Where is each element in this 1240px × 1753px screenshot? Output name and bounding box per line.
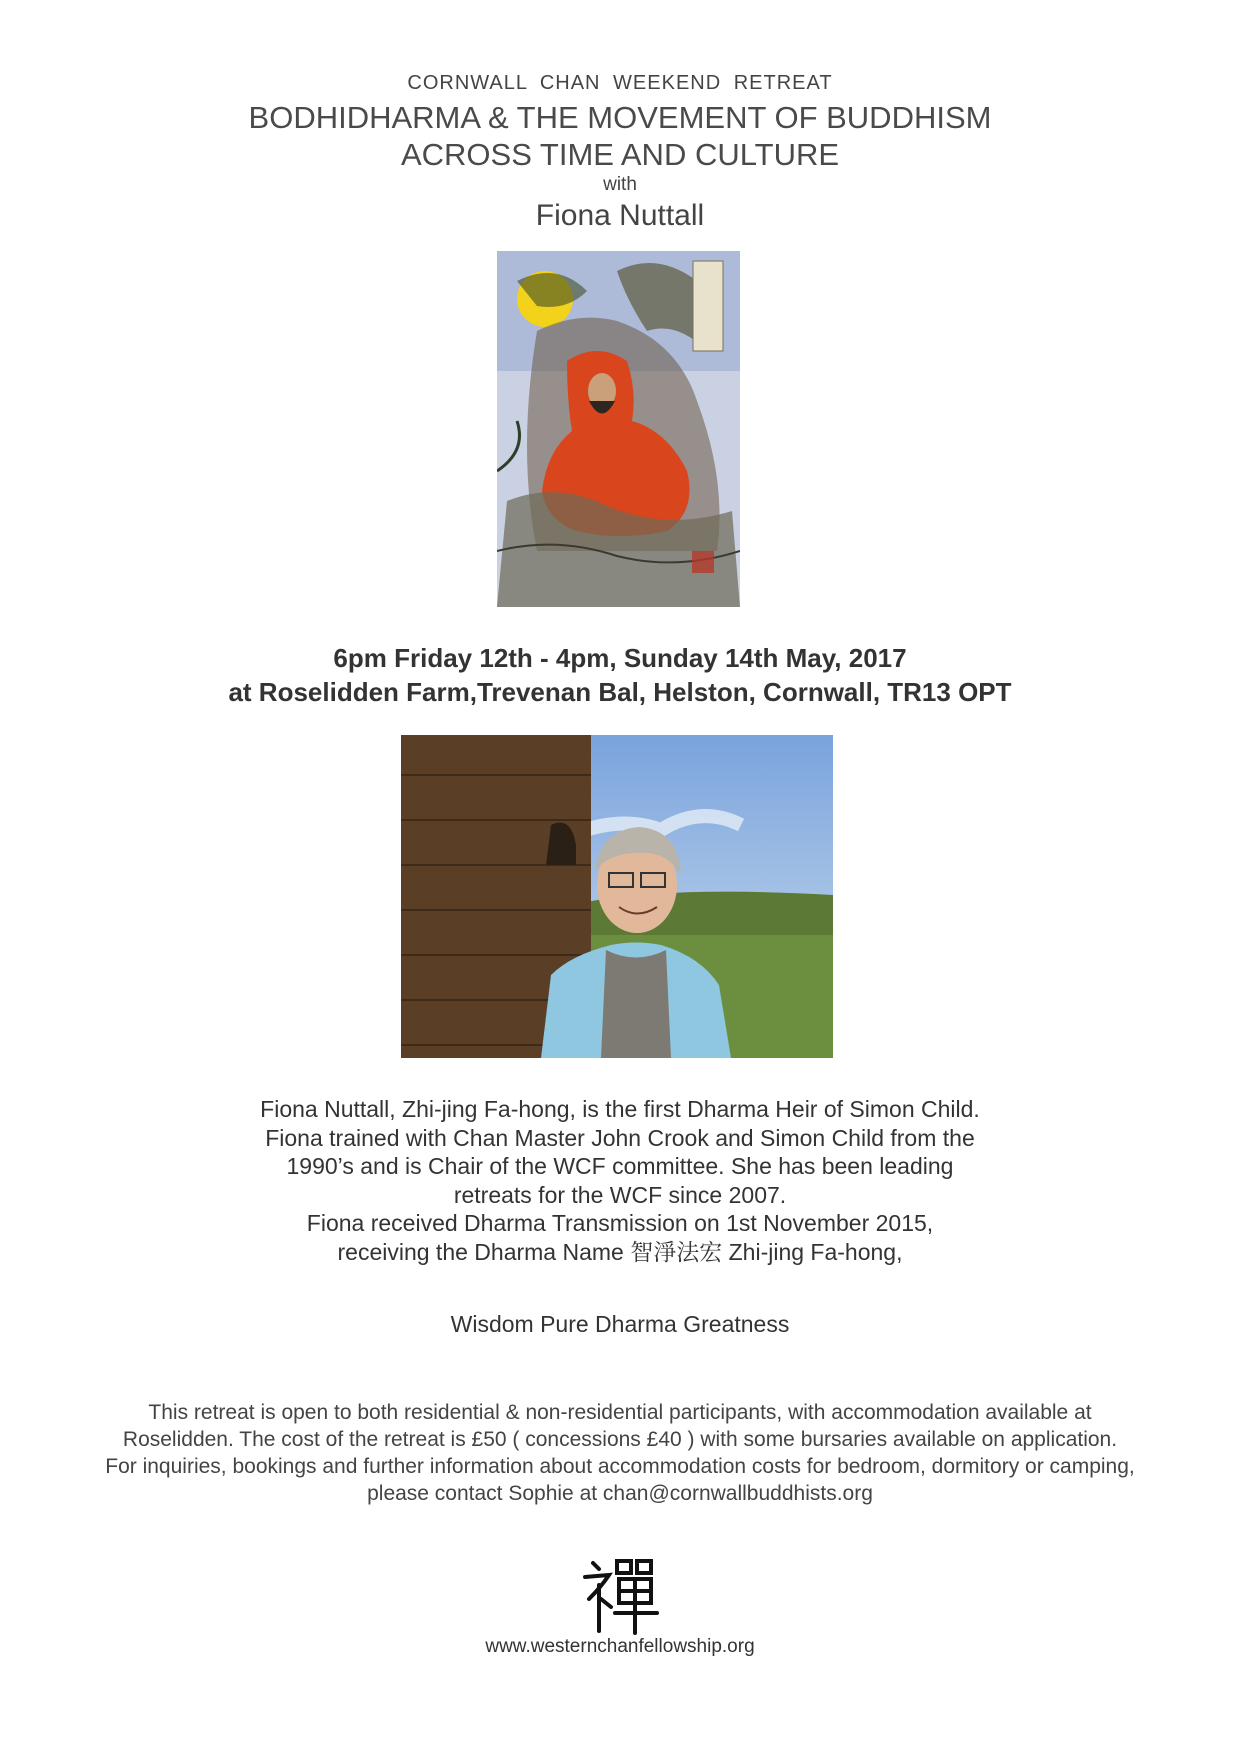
with-label: with <box>603 174 637 195</box>
retreat-info <box>100 1399 1140 1507</box>
website-link[interactable]: www.westernchanfellowship.org <box>485 1636 755 1657</box>
bodhidharma-painting <box>497 251 740 607</box>
retreat-eyebrow: CORNWALL CHAN WEEKEND RETREAT <box>407 72 833 94</box>
speaker-bio <box>260 1095 980 1266</box>
info-paragraph: For inquiries, bookings and further information about accommodation costs for bedroom, dormitory or camping, please contact Sophie at chan@cornwallbuddhists.org <box>105 1455 1135 1505</box>
title-line-2: ACROSS TIME AND CULTURE <box>400 137 840 172</box>
event-venue: at Roselidden Farm,Trevenan Bal, Helston, Cornwall, TR13 OPT <box>228 677 1012 707</box>
dharma-name-meaning: Wisdom Pure Dharma Greatness <box>450 1311 790 1337</box>
bio-paragraph: Fiona received Dharma Transmission on 1st November 2015, receiving the Dharma Name 智淨法宏 Zhi-jing Fa-hong, <box>306 1210 934 1265</box>
speaker-name: Fiona Nuttall <box>535 199 705 232</box>
bio-paragraph: Fiona Nuttall, Zhi-jing Fa-hong, is the first Dharma Heir of Simon Child. Fiona trained with Chan Master John Crook and Simon Child from the 1990’s and is Chair of the WCF committee. She has been leading retreats for the WCF since 2007. <box>260 1096 980 1208</box>
info-paragraph: This retreat is open to both residential & non-residential participants, with accommodation available at Roselidden. The cost of the retreat is £50 ( concessions £40 ) with some bursaries available on application. <box>122 1401 1118 1451</box>
speaker-photo <box>401 735 833 1058</box>
event-date: 6pm Friday 12th - 4pm, Sunday 14th May, 2017 <box>333 643 907 673</box>
chan-character-logo <box>579 1555 661 1637</box>
title-line-1: BODHIDHARMA & THE MOVEMENT OF BUDDHISM <box>248 100 992 135</box>
